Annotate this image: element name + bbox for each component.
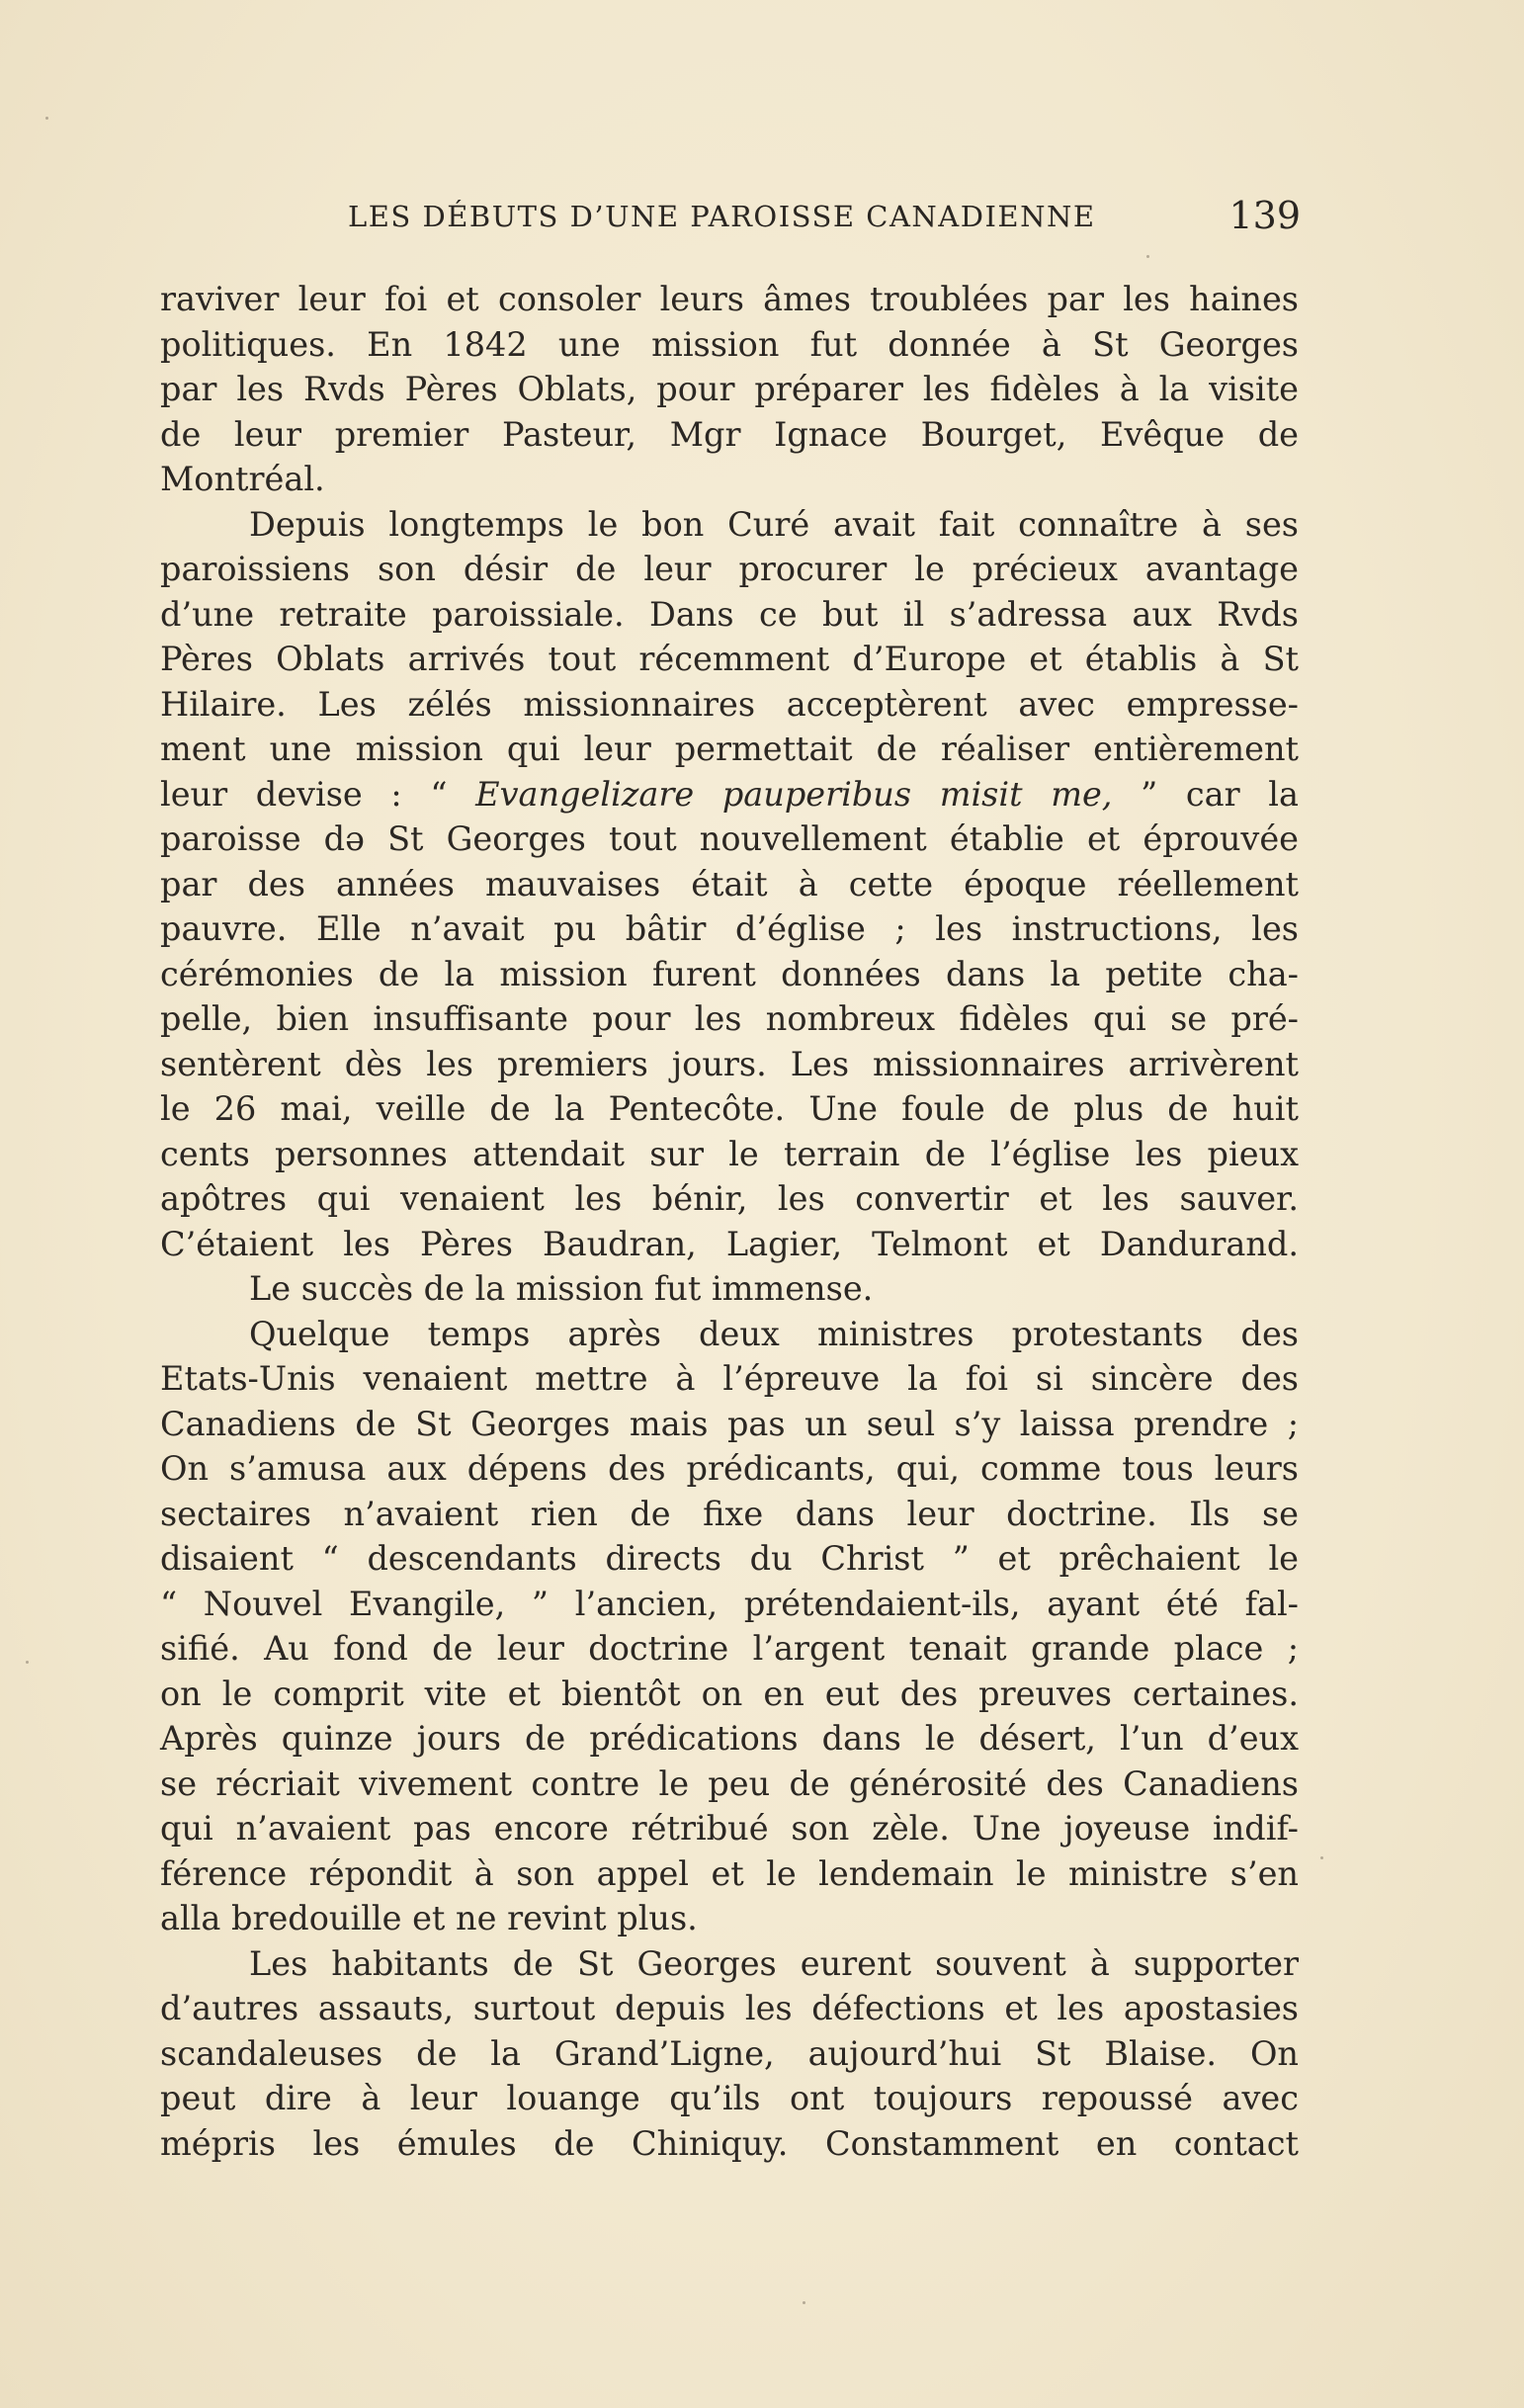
text-line: disaient “ descendants directs du Christ ” et prêchaient le: [160, 1539, 1299, 1578]
page-header: [160, 194, 1307, 245]
motto-open-quote: “: [430, 774, 448, 814]
body-text: [160, 277, 1299, 2166]
text-line: apôtres qui venaient les bénir, les convertir et les sauver.: [160, 1179, 1299, 1218]
text-line: pauvre. Elle n’avait pu bâtir d’église ; les instructions, les: [160, 909, 1299, 948]
paper-speck: [26, 1661, 29, 1664]
text-line: On s’amusa aux dépens des prédicants, qui, comme tous leurs: [160, 1449, 1299, 1488]
paper-speck: [1320, 1856, 1323, 1859]
text-line: ment une mission qui leur permettait de réaliser entièrement: [160, 730, 1299, 768]
text-line: Canadiens de St Georges mais pas un seul s’y laissa prendre ;: [160, 1404, 1299, 1443]
text-line: sentèrent dès les premiers jours. Les missionnaires arrivèrent: [160, 1044, 1299, 1083]
motto-line: [160, 772, 1299, 817]
text-line: le 26 mai, veille de la Pentecôte. Une foule de plus de huit: [160, 1089, 1299, 1128]
motto-after: car la: [1185, 774, 1299, 814]
text-line: Quelque temps après deux ministres protestants des: [249, 1314, 1299, 1353]
text-line: raviver leur foi et consoler leurs âmes troublées par les haines: [160, 280, 1299, 318]
text-line: scandaleuses de la Grand’Ligne, aujourd’hui St Blaise. On: [160, 2033, 1299, 2073]
text-line: Etats-Unis venaient mettre à l’épreuve la foi si sincère des: [160, 1359, 1299, 1398]
text-line: Le succès de la mission fut immense.: [249, 1269, 874, 1308]
text-line: sectaires n’avaient rien de fixe dans leur doctrine. Ils se: [160, 1494, 1299, 1533]
text-line: paroisse dә St Georges tout nouvellement établie et éprouvée: [160, 819, 1299, 858]
text-line: d’une retraite paroissiale. Dans ce but il s’adressa aux Rvds: [160, 594, 1299, 634]
text-line: Pères Oblats arrivés tout récemment d’Europe et établis à St: [160, 640, 1299, 678]
motto-close-quote: ”: [1141, 774, 1158, 814]
text-line: Les habitants de St Georges eurent souvent à supporter: [249, 1943, 1299, 1983]
text-line: paroissiens son désir de leur procurer le précieux avantage: [160, 550, 1299, 588]
text-line: Depuis longtemps le bon Curé avait fait connaître à ses: [249, 504, 1299, 544]
text-line: férence répondit à son appel et le lendemain le ministre s’en: [160, 1853, 1299, 1893]
text-line: politiques. En 1842 une mission fut donnée à St Georges: [160, 324, 1299, 364]
text-line: C’étaient les Pères Baudran, Lagier, Telmont et Dandurand.: [160, 1224, 1299, 1263]
text-line: Après quinze jours de prédications dans le désert, l’un d’eux: [160, 1719, 1299, 1758]
text-line: par les Rvds Pères Oblats, pour préparer les fidèles à la visite: [160, 370, 1299, 408]
motto-latin: Evangelizare pauperibus misit me,: [475, 774, 1113, 814]
text-line: alla bredouille et ne revint plus.: [160, 1899, 698, 1937]
text-line: sifié. Au fond de leur doctrine l’argent tenait grande place ;: [160, 1629, 1299, 1668]
text-line: mépris les émules de Chiniquy. Constamment en contact: [160, 2123, 1299, 2163]
text-line: cérémonies de la mission furent données dans la petite cha-: [160, 954, 1299, 993]
text-line: cents personnes attendait sur le terrain de l’église les pieux: [160, 1134, 1299, 1173]
text-line: peut dire à leur louange qu’ils ont toujours repoussé avec: [160, 2079, 1299, 2117]
running-title: LES DÉBUTS D’UNE PAROISSE CANADIENNE: [348, 200, 1096, 233]
text-line: qui n’avaient pas encore rétribué son zèle. Une joyeuse indif-: [160, 1809, 1299, 1848]
text-line: Montréal.: [160, 460, 325, 498]
paper-speck: [45, 117, 48, 120]
text-line: se récriait vivement contre le peu de générosité des Canadiens: [160, 1763, 1299, 1803]
text-line: pelle, bien insuffisante pour les nombreux fidèles qui se pré-: [160, 999, 1299, 1038]
text-line: par des années mauvaises était à cette époque réellement: [160, 864, 1299, 903]
text-line: “ Nouvel Evangile, ” l’ancien, prétendaient-ils, ayant été fal-: [160, 1584, 1299, 1623]
text-line: on le comprit vite et bientôt on en eut des preuves certaines.: [160, 1674, 1299, 1713]
page-number: 139: [1228, 194, 1301, 237]
motto-lead: leur devise :: [160, 774, 402, 814]
text-line: Hilaire. Les zélés missionnaires acceptèrent avec empresse-: [160, 684, 1299, 724]
text-line: de leur premier Pasteur, Mgr Ignace Bourget, Evêque de: [160, 414, 1299, 454]
paper-speck: [803, 2301, 805, 2304]
paper-speck: [1146, 255, 1149, 258]
text-line: d’autres assauts, surtout depuis les défections et les apostasies: [160, 1989, 1299, 2027]
